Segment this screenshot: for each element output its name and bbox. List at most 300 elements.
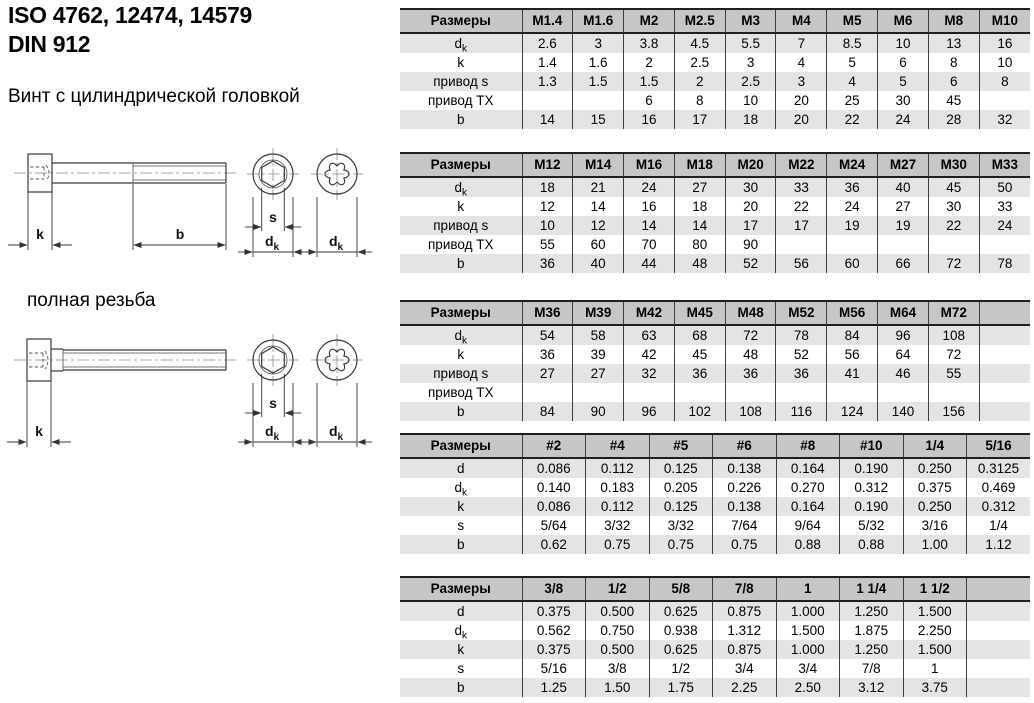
table-cell: 10 [878,33,929,53]
dim-label-s: s [269,209,277,225]
size-column-header: #10 [840,434,904,458]
torx-socket-end-view [302,148,372,257]
table-cell: 58 [573,325,624,345]
row-label: d [456,461,465,476]
row-label: k [457,55,465,70]
table-cell: 72 [928,254,979,273]
table-cell: 0.375 [903,478,967,497]
table-cell: 5 [827,53,878,72]
size-column-header: M52 [776,301,827,325]
screw-side-view-full [7,339,236,447]
table-cell: 0.190 [840,458,904,478]
size-column-header: 1/4 [903,434,967,458]
table-cell: 24 [878,110,929,129]
table-cell: 16 [624,197,675,216]
dim-label-dk: $d_k$ [264,233,280,253]
table-cell [624,383,675,402]
table-cell: 4.5 [674,33,725,53]
table-cell: 24 [979,216,1030,235]
table-cell: 1.500 [903,601,967,621]
table-cell: 0.88 [840,535,904,554]
table-cell: 2 [624,53,675,72]
size-column-header: M5 [827,9,878,33]
dimension-table-inch-2-516 [400,433,1030,554]
table-cell: 140 [878,402,929,421]
table-cell: 1.00 [903,535,967,554]
table-cell: 108 [725,402,776,421]
table-cell [979,402,1030,421]
table-cell: 0.250 [903,497,967,516]
size-column-header: 7/8 [713,577,777,601]
table-cell: 0.086 [522,497,586,516]
table-cell: 2.5 [674,53,725,72]
table-row [400,601,1030,621]
table-row [400,91,1030,110]
size-column-header: M4 [776,9,827,33]
dimension-k [7,381,71,447]
dimension-dk [302,197,372,257]
table-cell: 1.000 [776,640,840,659]
sizes-header-label: Размеры [400,434,522,458]
row-label: $d_k$ [454,480,467,497]
table-cell [776,235,827,254]
size-column-header: 1 [776,577,840,601]
table-cell: 36 [522,254,573,273]
table-row [400,402,1030,421]
table-cell: 5/16 [522,659,586,678]
screw-side-view-partial [8,154,236,250]
table-cell: 1.3 [522,72,573,91]
table-cell: 50 [979,177,1030,197]
size-column-header: M16 [624,153,675,177]
table-cell: 108 [928,325,979,345]
table-cell: 60 [573,235,624,254]
table-cell: 8 [928,53,979,72]
table-cell: 0.469 [967,478,1031,497]
table-cell: 72 [928,345,979,364]
row-label: привод TX [428,385,494,400]
row-label: привод TX [428,93,494,108]
table-cell: 27 [522,364,573,383]
table-cell: 54 [522,325,573,345]
table-cell: 30 [725,177,776,197]
table-cell [979,325,1030,345]
table-cell: 1.6 [573,53,624,72]
table-cell: 16 [624,110,675,129]
table-cell [967,659,1031,678]
table-cell: 5/64 [522,516,586,535]
table-cell: 52 [776,345,827,364]
table-cell: 3.75 [903,678,967,697]
table-cell [979,364,1030,383]
table-cell: 17 [674,110,725,129]
table-cell: 0.562 [522,621,586,640]
table-cell: 1.250 [840,601,904,621]
table-row [400,497,1030,516]
table-cell: 24 [827,197,878,216]
size-column-header: #5 [649,434,713,458]
dim-label-dk: $d_k$ [264,423,280,443]
row-label: b [456,680,465,695]
screw-drawing-full-thread [0,325,390,455]
size-column-header: 1 1/2 [903,577,967,601]
table-row [400,53,1030,72]
size-column-header: #6 [713,434,777,458]
table-cell: 3.12 [840,678,904,697]
table-cell: 15 [573,110,624,129]
size-column-header: M10 [979,9,1030,33]
table-cell: 18 [725,110,776,129]
dim-label-dk: $d_k$ [328,233,344,253]
dimension-table-inch-38-112 [400,576,1030,697]
table-cell: 0.112 [586,497,650,516]
size-column-header: #8 [776,434,840,458]
table-row [400,110,1030,129]
table-cell: 30 [878,91,929,110]
table-cell: 0.138 [713,458,777,478]
hex-socket-end-view [238,334,308,447]
table-cell: 0.938 [649,621,713,640]
table-cell: 6 [878,53,929,72]
table-cell: 0.875 [713,640,777,659]
table-cell [776,383,827,402]
row-label: привод s [433,366,489,381]
table-cell: 48 [674,254,725,273]
table-cell: 90 [725,235,776,254]
table-cell: 1.250 [840,640,904,659]
table-cell: 1.5 [573,72,624,91]
table-cell: 0.125 [649,458,713,478]
table-cell [573,383,624,402]
size-column-header: M42 [624,301,675,325]
table-cell: 2.50 [776,678,840,697]
row-label: $d_k$ [454,36,467,53]
table-cell: 6 [928,72,979,91]
table-cell: 22 [776,197,827,216]
dimension-dk [302,383,372,447]
table-cell: 0.625 [649,601,713,621]
table-cell: 18 [522,177,573,197]
table-cell: 24 [624,177,675,197]
table-header-row [400,9,1030,33]
size-column-header: M18 [674,153,725,177]
size-column-header: M12 [522,153,573,177]
table-cell: 0.270 [776,478,840,497]
table-cell [878,235,929,254]
table-cell: 2.6 [522,33,573,53]
table-cell: 0.500 [586,640,650,659]
table-cell: 1/4 [967,516,1031,535]
table-cell: 68 [674,325,725,345]
table-cell: 0.086 [522,458,586,478]
table-cell: 22 [928,216,979,235]
table-row [400,383,1030,402]
full-thread-note: полная резьба [27,290,156,311]
table-cell: 0.205 [649,478,713,497]
table-cell: 1.12 [967,535,1031,554]
table-row [400,216,1030,235]
row-label: b [456,404,465,419]
table-cell: 3/32 [586,516,650,535]
table-cell: 17 [776,216,827,235]
table-header-row [400,301,1030,325]
table-cell: 4 [827,72,878,91]
table-cell: 3/4 [713,659,777,678]
table-cell: 30 [928,197,979,216]
table-cell: 20 [725,197,776,216]
table-cell: 78 [979,254,1030,273]
table-cell [573,91,624,110]
table-cell: 7 [776,33,827,53]
table-cell: 14 [573,197,624,216]
table-cell: 20 [776,110,827,129]
table-cell: 36 [725,364,776,383]
table-cell: 3 [725,53,776,72]
size-column-header [979,301,1030,325]
table-cell: 0.62 [522,535,586,554]
table-cell: 66 [878,254,929,273]
size-column-header: M20 [725,153,776,177]
dimension-table-metric-m36-m72 [400,300,1030,421]
table-cell: 40 [573,254,624,273]
table-cell: 45 [674,345,725,364]
table-row [400,458,1030,478]
table-cell: 0.250 [903,458,967,478]
size-column-header: M6 [878,9,929,33]
table-cell: 45 [928,177,979,197]
table-cell: 3/8 [586,659,650,678]
table-cell: 0.190 [840,497,904,516]
size-column-header: M3 [725,9,776,33]
hex-socket-end-view [238,148,308,257]
table-cell: 16 [979,33,1030,53]
size-column-header: M2 [624,9,675,33]
table-cell [928,235,979,254]
table-cell: 44 [624,254,675,273]
table-cell: 48 [725,345,776,364]
dim-label-s: s [269,395,277,411]
table-cell: 2 [674,72,725,91]
size-column-header: M24 [827,153,878,177]
table-cell: 84 [827,325,878,345]
size-column-header: M39 [573,301,624,325]
row-label: s [457,518,465,533]
table-row [400,364,1030,383]
size-column-header: M1.4 [522,9,573,33]
table-cell: 90 [573,402,624,421]
row-label: k [457,347,465,362]
table-cell: 1.500 [903,640,967,659]
table-cell: 3/32 [649,516,713,535]
table-cell: 0.183 [586,478,650,497]
table-cell: 0.75 [586,535,650,554]
table-cell: 27 [878,197,929,216]
table-cell: 17 [725,216,776,235]
table-cell: 72 [725,325,776,345]
table-cell [674,383,725,402]
table-cell: 60 [827,254,878,273]
row-label: $d_k$ [454,180,467,197]
table-cell: 156 [928,402,979,421]
table-cell: 55 [522,235,573,254]
page-subtitle: Винт с цилиндрической головкой [8,86,300,107]
sizes-header-label: Размеры [400,577,522,601]
table-cell: 19 [827,216,878,235]
table-cell: 36 [776,364,827,383]
table-header-row [400,153,1030,177]
table-cell: 3 [573,33,624,53]
table-row [400,659,1030,678]
table-cell [979,345,1030,364]
table-cell: 0.164 [776,458,840,478]
table-cell: 5.5 [725,33,776,53]
size-column-header: M22 [776,153,827,177]
sizes-header-label: Размеры [400,9,522,33]
table-cell: 36 [827,177,878,197]
table-row [400,72,1030,91]
row-label: привод TX [428,237,494,252]
table-cell: 4 [776,53,827,72]
table-cell: 20 [776,91,827,110]
table-cell: 2.25 [713,678,777,697]
sizes-header-label: Размеры [400,153,522,177]
size-column-header: 5/8 [649,577,713,601]
table-cell: 2.5 [725,72,776,91]
sizes-header-label: Размеры [400,301,522,325]
table-cell: 0.164 [776,497,840,516]
row-label: k [457,199,465,214]
table-cell: 8.5 [827,33,878,53]
table-row [400,197,1030,216]
size-column-header: 1/2 [586,577,650,601]
dimension-b [133,184,226,250]
table-cell: 1/2 [649,659,713,678]
table-cell: 25 [827,91,878,110]
size-column-header: M56 [827,301,878,325]
table-cell: 1 [903,659,967,678]
table-cell: 96 [624,402,675,421]
size-column-header: M1.6 [573,9,624,33]
table-cell: 5 [878,72,929,91]
row-label: b [456,112,465,127]
table-cell: 46 [878,364,929,383]
size-column-header: M72 [928,301,979,325]
table-cell: 45 [928,91,979,110]
table-cell: 55 [928,364,979,383]
row-label: b [456,537,465,552]
table-cell: 42 [624,345,675,364]
table-row [400,177,1030,197]
table-cell: 1.50 [586,678,650,697]
table-cell: 9/64 [776,516,840,535]
table-cell: 3/16 [903,516,967,535]
table-cell [967,621,1031,640]
table-cell: 1.875 [840,621,904,640]
table-cell: 39 [573,345,624,364]
table-cell [827,383,878,402]
table-cell: 80 [674,235,725,254]
table-cell [878,383,929,402]
table-cell [967,601,1031,621]
table-cell: 27 [573,364,624,383]
standard-din-title: DIN 912 [8,31,91,57]
table-cell: 33 [776,177,827,197]
table-row [400,325,1030,345]
table-cell: 0.625 [649,640,713,659]
table-cell: 96 [878,325,929,345]
table-cell: 41 [827,364,878,383]
table-cell: 40 [878,177,929,197]
dim-label-dk: $d_k$ [328,423,344,443]
size-column-header: #2 [522,434,586,458]
row-label: k [457,642,465,657]
table-cell: 3/4 [776,659,840,678]
standard-iso-title: ISO 4762, 12474, 14579 [8,2,253,28]
size-column-header: 1 1/4 [840,577,904,601]
size-column-header: #4 [586,434,650,458]
dimension-k [8,192,72,250]
table-cell: 12 [573,216,624,235]
table-row [400,254,1030,273]
table-row [400,478,1030,497]
table-cell: 0.140 [522,478,586,497]
table-row [400,33,1030,53]
dim-label-k: k [35,423,43,439]
table-cell: 1.000 [776,601,840,621]
table-cell: 0.88 [776,535,840,554]
table-row [400,621,1030,640]
size-column-header: M64 [878,301,929,325]
table-cell: 0.112 [586,458,650,478]
table-cell: 1.500 [776,621,840,640]
table-cell: 33 [979,197,1030,216]
table-cell: 2.250 [903,621,967,640]
size-column-header: M2.5 [674,9,725,33]
table-cell: 6 [624,91,675,110]
table-cell: 1.25 [522,678,586,697]
table-cell: 52 [725,254,776,273]
table-cell: 7/64 [713,516,777,535]
table-cell: 0.226 [713,478,777,497]
size-column-header: 5/16 [967,434,1031,458]
table-cell: 70 [624,235,675,254]
table-cell: 102 [674,402,725,421]
table-cell: 22 [827,110,878,129]
table-cell: 36 [674,364,725,383]
dimension-tables-region [400,0,1030,703]
table-cell: 10 [725,91,776,110]
table-header-row [400,577,1030,601]
table-cell: 0.750 [586,621,650,640]
dimension-table-metric-m12-m33 [400,152,1030,273]
table-row [400,516,1030,535]
table-cell: 0.375 [522,601,586,621]
table-cell [928,383,979,402]
table-cell: 56 [776,254,827,273]
table-cell: 5/32 [840,516,904,535]
table-row [400,535,1030,554]
table-cell: 63 [624,325,675,345]
table-cell: 0.138 [713,497,777,516]
table-cell [827,235,878,254]
screw-drawing-partial-thread [0,138,390,266]
table-cell [522,91,573,110]
table-cell: 13 [928,33,979,53]
table-cell: 3.8 [624,33,675,53]
row-label: $d_k$ [454,328,467,345]
table-cell: 32 [979,110,1030,129]
table-cell: 1.5 [624,72,675,91]
